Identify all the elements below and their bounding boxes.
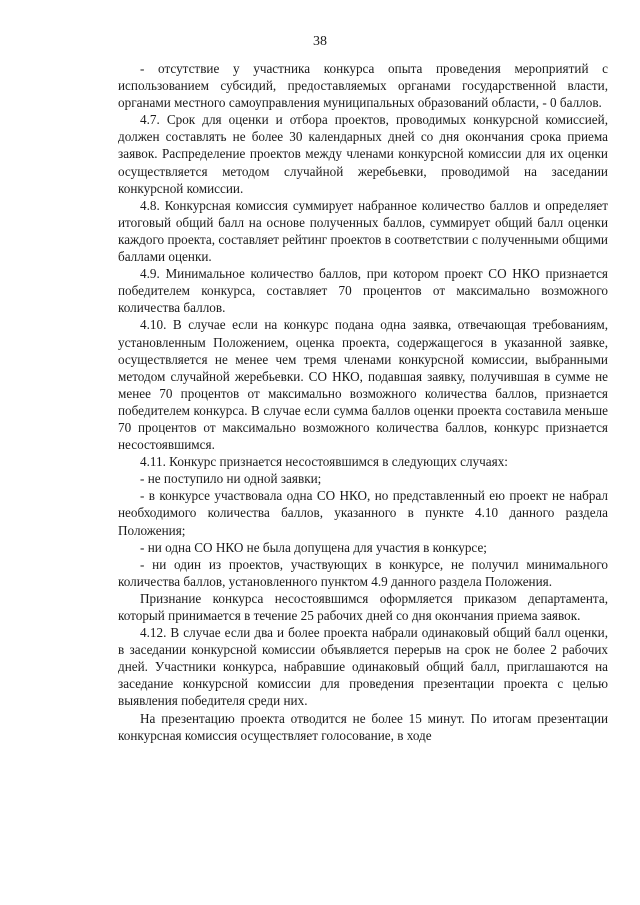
paragraph-4-8: 4.8. Конкурсная комиссия суммирует набранное количество баллов и определяет итоговый общий балл на основе полученных баллов, суммирует общий балл оценки каждого проекта, составляет рейтинг проектов в соответствии с полученными общими баллами оценки. [118, 197, 608, 265]
paragraph-criteria-tail: - отсутствие у участника конкурса опыта проведения мероприятий с использованием субсидий, предоставляемых органами государственной власти, органами местного самоуправления муниципальных образований области, - 0 баллов. [118, 61, 608, 111]
document-body [118, 60, 608, 744]
page-number: 38 [313, 34, 327, 49]
paragraph-4-12: 4.12. В случае если два и более проекта набрали одинаковый общий балл оценки, в заседании конкурсной комиссии объявляется перерыв на срок не более 2 рабочих дней. Участники конкурса, набравшие одинаковый общий балл, приглашаются на заседание конкурсной комиссии для проведения презентации проекта с целью выявления победителя среди них. [118, 625, 608, 709]
paragraph-4-11: 4.11. Конкурс признается несостоявшимся в следующих случаях: [140, 454, 508, 470]
paragraph-presentation: На презентацию проекта отводится не более 15 минут. По итогам презентации конкурсная комиссия осуществляет голосование, в ходе [118, 710, 608, 743]
paragraph-4-7: 4.7. Срок для оценки и отбора проектов, проводимых конкурсной комиссией, должен составлять не более 30 календарных дней со дня окончания срока приема заявок. Распределение проектов между членами конкурсной комиссии для их оценки осуществляется методом случайной жеребьевки, проводимой на заседании конкурсной комиссии. [118, 112, 608, 196]
paragraph-recognition: Признание конкурса несостоявшимся оформляется приказом департамента, который принимается в течение 25 рабочих дней со дня окончания приема заявок. [118, 590, 608, 623]
list-item-none-admitted: - ни одна СО НКО не была допущена для участия в конкурсе; [140, 539, 487, 555]
list-item-single-participant: - в конкурсе участвовала одна СО НКО, но представленный ею проект не набрал необходимого количества баллов, указанного в пункте 4.10 данного раздела Положения; [118, 488, 608, 538]
paragraph-4-9: 4.9. Минимальное количество баллов, при котором проект СО НКО признается победителем конкурса, составляет 70 процентов от максимально возможного количества баллов. [118, 266, 608, 316]
paragraph-4-10: 4.10. В случае если на конкурс подана одна заявка, отвечающая требованиям, установленным Положением, оценка проекта, содержащегося в указанной заявке, осуществляется не менее чем тремя членами конкурсной комиссии, выбранными методом случайной жеребьевки. СО НКО, подавшая заявку, получившая в сумме не менее 70 процентов от максимально возможного количества баллов, признается победителем конкурса. В случае если сумма баллов оценки проекта составила меньше 70 процентов от максимально возможного количества баллов, конкурс признается несостоявшимся. [118, 317, 608, 453]
list-item-min-score: - ни один из проектов, участвующих в конкурсе, не получил минимального количества баллов, установленного пунктом 4.9 данного раздела Положения. [118, 556, 608, 589]
list-item-no-applications: - не поступило ни одной заявки; [140, 471, 322, 487]
